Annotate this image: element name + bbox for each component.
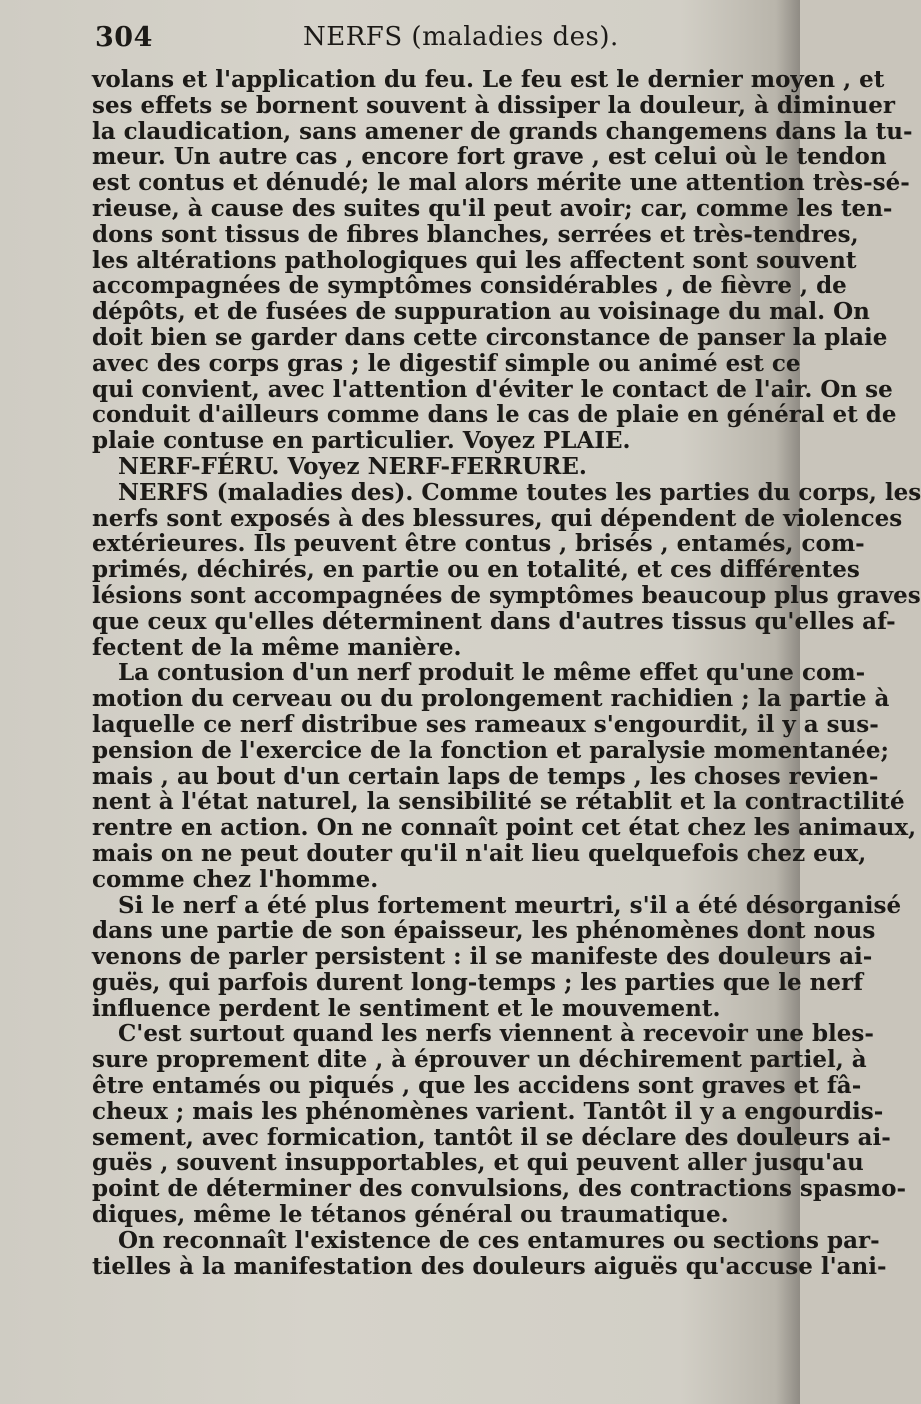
- text-line: les altérations pathologiques qui les affectent sont souvent: [92, 246, 857, 274]
- text-line: NERFS (maladies des). Comme toutes les parties du corps, les: [118, 478, 921, 506]
- text-line: rieuse, à cause des suites qu'il peut avoir; car, comme les ten-: [92, 194, 893, 222]
- running-title: NERFS (maladies des).: [303, 22, 619, 52]
- text-line: cheux ; mais les phénomènes varient. Tantôt il y a engourdis-: [92, 1097, 884, 1125]
- text-line: Si le nerf a été plus fortement meurtri, s'il a été désorganisé: [118, 891, 902, 919]
- text-line: rentre en action. On ne connaît point cet état chez les animaux,: [92, 814, 917, 842]
- text-line: mais , au bout d'un certain laps de temps , les choses revien-: [92, 762, 879, 790]
- text-line: la claudication, sans amener de grands changemens dans la tu-: [92, 117, 913, 145]
- page-header: [95, 22, 765, 62]
- text-line: NERF-FÉRU. Voyez NERF-FERRURE.: [118, 452, 587, 480]
- text-line: lésions sont accompagnées de symptômes beaucoup plus graves: [92, 581, 921, 609]
- text-line: dons sont tissus de fibres blanches, serrées et très-tendres,: [92, 220, 859, 248]
- text-line: primés, déchirés, en partie ou en totalité, et ces différentes: [92, 556, 860, 584]
- text-line: meur. Un autre cas , encore fort grave , est celui où le tendon: [92, 143, 887, 171]
- text-line: volans et l'application du feu. Le feu est le dernier moyen , et: [92, 66, 885, 93]
- text-line: avec des corps gras ; le digestif simple ou animé est ce: [92, 349, 801, 377]
- text-line: On reconnaît l'existence de ces entamures ou sections par-: [118, 1226, 880, 1254]
- text-line: motion du cerveau ou du prolongement rachidien ; la partie à: [92, 685, 890, 713]
- text-line: tielles à la manifestation des douleurs aiguës qu'accuse l'ani-: [92, 1252, 887, 1280]
- text-line: pension de l'exercice de la fonction et paralysie momentanée;: [92, 736, 890, 764]
- text-line: sure proprement dite , à éprouver un déchirement partiel, à: [92, 1046, 867, 1074]
- text-line: venons de parler persistent : il se manifeste des douleurs ai-: [92, 943, 873, 971]
- text-line: est contus et dénudé; le mal alors mérite une attention très-sé-: [92, 169, 910, 197]
- text-line: guës, qui parfois durent long-temps ; les parties que le nerf: [92, 968, 864, 996]
- text-line: qui convient, avec l'attention d'éviter le contact de l'air. On se: [92, 375, 893, 403]
- text-line: C'est surtout quand les nerfs viennent à recevoir une bles-: [118, 1020, 874, 1048]
- text-line: point de déterminer des convulsions, des contractions spasmo-: [92, 1175, 907, 1203]
- body-text: [92, 66, 921, 1280]
- text-line: ses effets se bornent souvent à dissiper la douleur, à diminuer: [92, 91, 896, 119]
- text-line: sement, avec formication, tantôt il se déclare des douleurs ai-: [92, 1123, 891, 1151]
- text-line: plaie contuse en particulier. Voyez PLAIE.: [92, 427, 631, 455]
- text-line: extérieures. Ils peuvent être contus , brisés , entamés, com-: [92, 530, 865, 558]
- text-line: mais on ne peut douter qu'il n'ait lieu quelquefois chez eux,: [92, 839, 867, 867]
- text-line: conduit d'ailleurs comme dans le cas de plaie en général et de: [92, 401, 897, 429]
- text-line: être entamés ou piqués , que les accidens sont graves et fâ-: [92, 1072, 862, 1100]
- text-line: dépôts, et de fusées de suppuration au voisinage du mal. On: [92, 298, 870, 326]
- text-line: guës , souvent insupportables, et qui peuvent aller jusqu'au: [92, 1149, 864, 1177]
- text-line: nerfs sont exposés à des blessures, qui dépendent de violences: [92, 504, 903, 532]
- text-line: influence perdent le sentiment et le mouvement.: [92, 994, 721, 1022]
- text-line: que ceux qu'elles déterminent dans d'autres tissus qu'elles af-: [92, 607, 896, 635]
- text-line: accompagnées de symptômes considérables , de fièvre , de: [92, 272, 847, 300]
- text-line: La contusion d'un nerf produit le même effet qu'une com-: [118, 659, 866, 687]
- text-line: fectent de la même manière.: [92, 633, 462, 661]
- page-number: 304: [95, 22, 153, 53]
- text-line: diques, même le tétanos général ou traumatique.: [92, 1201, 729, 1229]
- text-line: dans une partie de son épaisseur, les phénomènes dont nous: [92, 917, 876, 945]
- text-line: laquelle ce nerf distribue ses rameaux s'engourdit, il y a sus-: [92, 710, 879, 738]
- text-line: nent à l'état naturel, la sensibilité se rétablit et la contractilité: [92, 788, 905, 816]
- text-line: doit bien se garder dans cette circonstance de panser la plaie: [92, 323, 888, 351]
- text-line: comme chez l'homme.: [92, 865, 379, 893]
